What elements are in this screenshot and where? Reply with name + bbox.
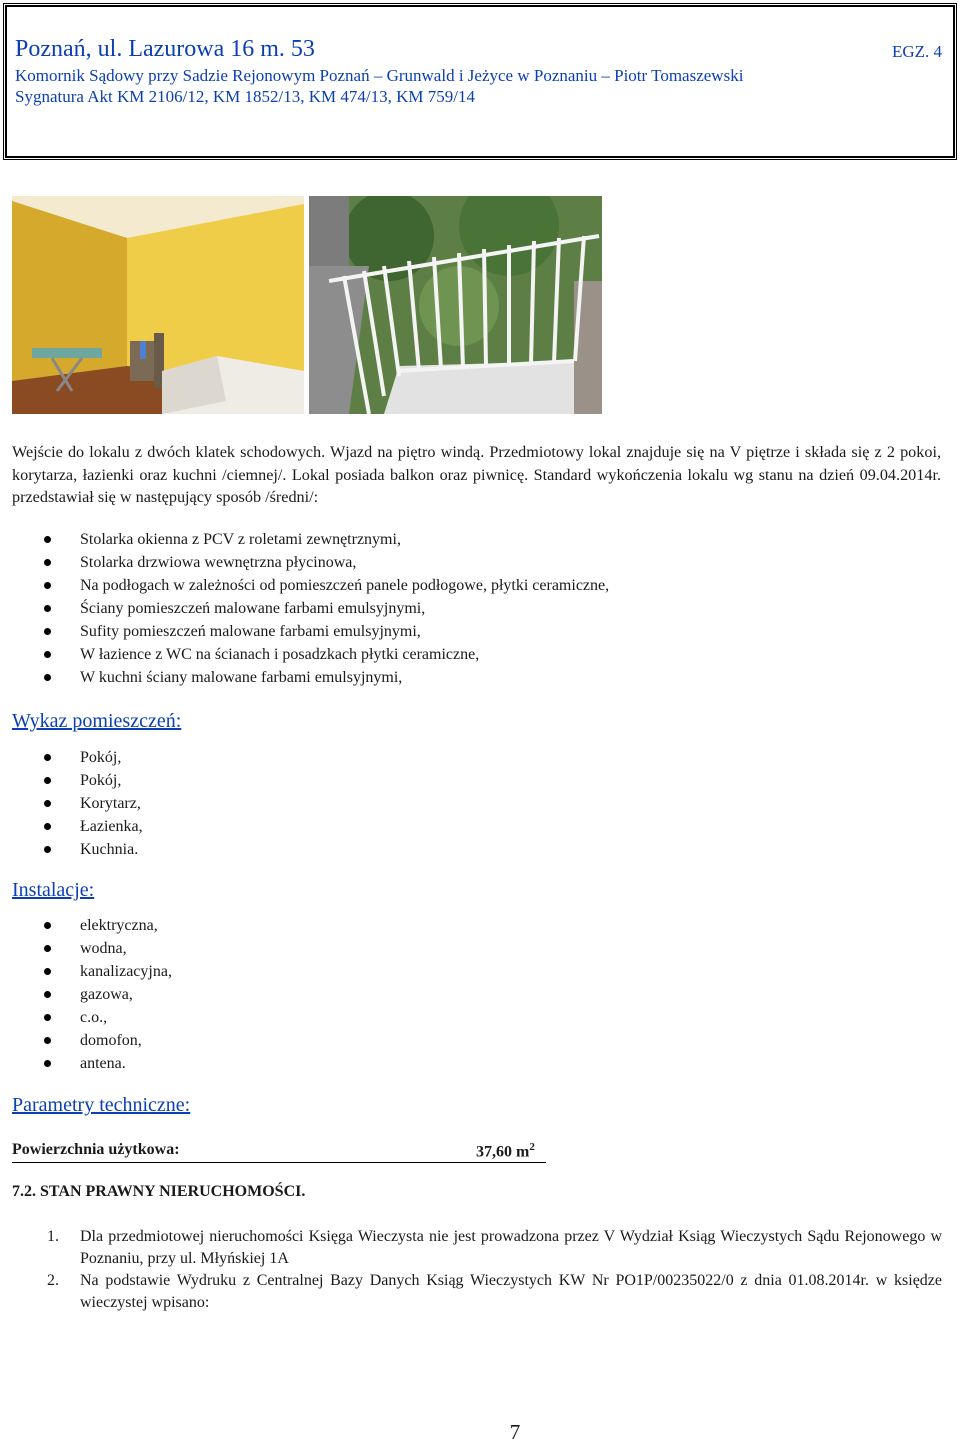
technical-params-heading: Parametry techniczne:: [12, 1094, 191, 1116]
legal-item: 1. Dla przedmiotowej nieruchomości Księga Wieczysta nie jest prowadzona przez V Wydział Ksiąg Wieczystych Sądu Rejonowego w Poznaniu, przy ul. Młyńskiej 1A: [47, 1228, 942, 1267]
list-item: c.o.,: [0, 1006, 172, 1029]
list-item: antena.: [0, 1052, 172, 1075]
property-address-title: Poznań, ul. Lazurowa 16 m. 53: [15, 36, 315, 62]
list-item: Stolarka okienna z PCV z roletami zewnętrznymi,: [0, 528, 609, 551]
list-item: Pokój,: [0, 769, 143, 792]
list-item: Łazienka,: [0, 815, 143, 838]
usable-area-row: [12, 1138, 546, 1163]
finishing-list: [0, 528, 609, 689]
list-item: Ściany pomieszczeń malowane farbami emulsyjnymi,: [0, 597, 609, 620]
balcony-photo: [309, 196, 602, 414]
usable-area-value: 37,60 $m^2$: [476, 1141, 535, 1161]
property-description: Wejście do lokalu z dwóch klatek schodowych. Wjazd na piętro windą. Przedmiotowy lokal znajduje się na V piętrze i składa się z 2 pokoi, korytarza, łazienki oraz kuchni /ciemnej/. Lokal posiada balkon oraz piwnicę. Standard wykończenia lokalu wg stanu na dzień 09.04.2014r. przedstawiał się w następujący sposób /średni/:: [12, 443, 941, 506]
list-item: W łazience z WC na ścianach i posadzkach płytki ceramiczne,: [0, 643, 609, 666]
installations-heading: Instalacje:: [12, 879, 95, 901]
list-item: Sufity pomieszczeń malowane farbami emulsyjnymi,: [0, 620, 609, 643]
rooms-heading: Wykaz pomieszczeń:: [12, 710, 182, 732]
installations-list: [0, 914, 172, 1075]
list-item: domofon,: [0, 1029, 172, 1052]
list-item: Na podłogach w zależności od pomieszczeń panele podłogowe, płytki ceramiczne,: [0, 574, 609, 597]
rooms-list: [0, 746, 143, 861]
legal-item: 2. Na podstawie Wydruku z Centralnej Bazy Danych Ksiąg Wieczystych KW Nr PO1P/00235022/0 z dnia 01.08.2014r. w księdze wieczystej wpisano:: [47, 1272, 942, 1311]
list-item: elektryczna,: [0, 914, 172, 937]
room-photo: [12, 196, 304, 414]
page-number: 7: [509, 1420, 521, 1444]
bailiff-line: Komornik Sądowy przy Sadzie Rejonowym Poznań – Grunwald i Jeżyce w Poznaniu – Piotr Tomaszewski: [15, 66, 744, 85]
usable-area-label: Powierzchnia użytkowa:: [12, 1141, 180, 1158]
case-reference-line: Sygnatura Akt KM 2106/12, KM 1852/13, KM 474/13, KM 759/14: [15, 87, 475, 106]
list-item: Stolarka drzwiowa wewnętrzna płycinowa,: [0, 551, 609, 574]
list-item: Korytarz,: [0, 792, 143, 815]
list-item: W kuchni ściany malowane farbami emulsyjnymi,: [0, 666, 609, 689]
list-item: Kuchnia.: [0, 838, 143, 861]
header-box: [3, 3, 957, 160]
list-item: Pokój,: [0, 746, 143, 769]
list-item: kanalizacyjna,: [0, 960, 172, 983]
list-item: wodna,: [0, 937, 172, 960]
legal-status-heading: 7.2. STAN PRAWNY NIERUCHOMOŚCI.: [12, 1183, 306, 1200]
list-item: gazowa,: [0, 983, 172, 1006]
copy-number: EGZ. 4: [891, 42, 942, 61]
